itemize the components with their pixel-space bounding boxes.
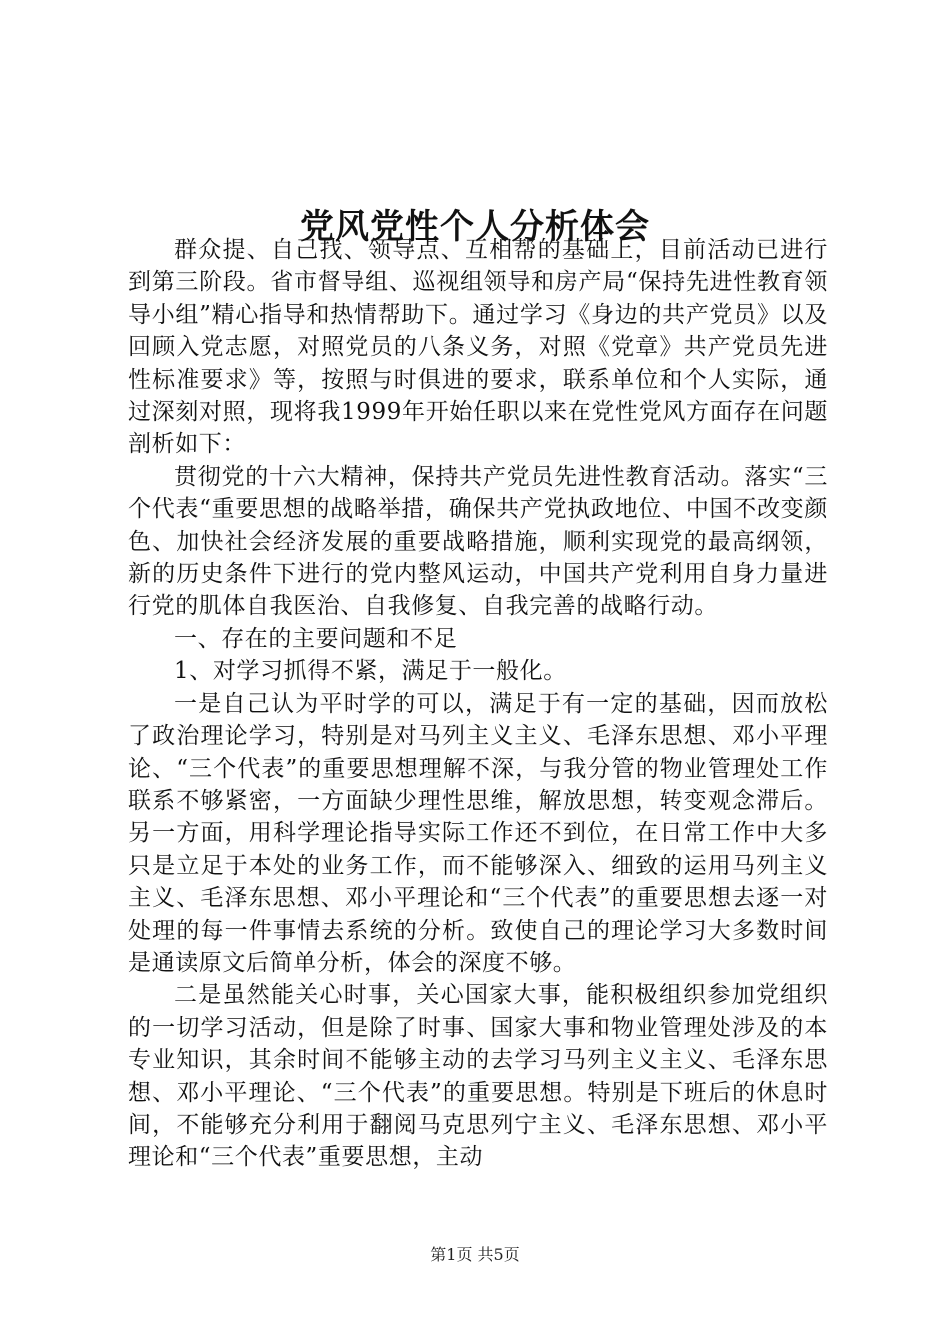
paragraph-point-two: 二是虽然能关心时事，关心国家大事，能积极组织参加党组织的一切学习活动，但是除了时事、国家大事和物业管理处涉及的本专业知识，其余时间不能够主动的去学习马列主义主义、毛泽东思想、邓小平理论、“三个代表”的重要思想。特别是下班后的休息时间，不能够充分利用于翻阅马克思列宁主义、毛泽东思想、邓小平理论和“三个代表”重要思想，主动 [128, 982, 828, 1171]
paragraph-point-one: 一是自己认为平时学的可以，满足于有一定的基础，因而放松了政治理论学习，特别是对马列主义主义、毛泽东思想、邓小平理论、“三个代表”的重要思想理解不深，与我分管的物业管理处工作联系不够紧密，一方面缺少理性思维，解放思想，转变观念滞后。另一方面，用科学理论指导实际工作还不到位，在日常工作中大多只是立足于本处的业务工作，而不能够深入、细致的运用马列主义主义、毛泽东思想、邓小平理论和“三个代表”的重要思想去逐一对处理的每一件事情去系统的分析。致使自己的理论学习大多数时间是通读原文后简单分析，体会的深度不够。 [128, 690, 828, 976]
section-heading-problems: 一、存在的主要问题和不足 [174, 625, 458, 652]
document-body [128, 234, 828, 1174]
paragraph-background: 贯彻党的十六大精神，保持共产党员先进性教育活动。落实“三个代表“重要思想的战略举措，确保共产党执政地位、中国不改变颜色、加快社会经济发展的重要战略措施，顺利实现党的最高纲领，新的历史条件下进行的党内整风运动，中国共产党利用自身力量进行党的肌体自我医治、自我修复、自我完善的战略行动。 [128, 463, 828, 620]
page-footer: 第1页 共5页 [430, 1245, 520, 1264]
document-title: 党风党性个人分析体会 [300, 206, 650, 247]
subsection-heading-study: 1、对学习抓得不紧，满足于一般化。 [174, 658, 567, 685]
paragraph-intro: 群众提、自己找、领导点、互相帮的基础上，目前活动已进行到第三阶段。省市督导组、巡视组领导和房产局“保持先进性教育领导小组”精心指导和热情帮助下。通过学习《身边的共产党员》以及回顾入党志愿，对照党员的八条义务，对照《党章》共产党员先进性标准要求》等，按照与时俱进的要求，联系单位和个人实际，通过深刻对照，现将我1999年开始任职以来在党性党风方面存在问题剖析如下： [128, 237, 828, 458]
